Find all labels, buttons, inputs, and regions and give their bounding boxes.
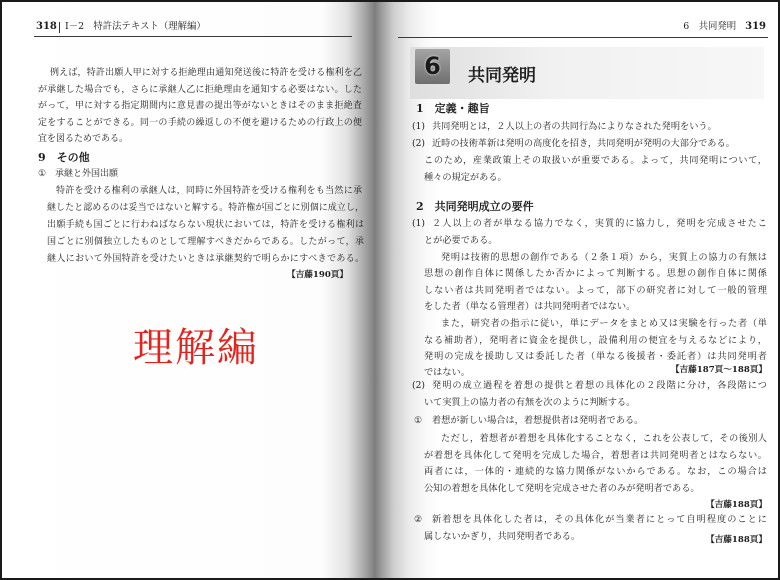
right-header-rule [398, 37, 768, 38]
item-title: 承継と外国出願 [55, 169, 119, 179]
item-marker: (2) [412, 138, 426, 149]
body-line: 種々の規定がある。 [424, 172, 507, 183]
body-line: 着想が新しい場合は，着想提供者は発明者である。 [432, 415, 644, 426]
body-line: なる補助者），発明者に資金を提供し，設備利用の便宜を与えるなどにより， [424, 335, 767, 346]
body-line: このため，産業政策上その取扱いが重要である。よって，共同発明について， [424, 155, 767, 166]
body-line: ではない。 [424, 367, 470, 378]
left-page-number: 318 [36, 21, 57, 32]
body-line: 公知の着想を具体化して発明を完成させた者のみが発明者である。 [424, 483, 700, 494]
citation-reference: 【吉藤187頁～188頁】 [670, 365, 767, 375]
subitem-marker: ① [414, 415, 423, 426]
section-heading: 9 その他 [38, 151, 90, 164]
body-line: いて実質上の協力者の有無を次のように判断する。 [424, 397, 636, 408]
body-line: 共同発明とは，２人以上の者の共同行為によりなされた発明をいう。 [432, 121, 717, 132]
right-running-head: 6 共同発明 [683, 21, 737, 32]
citation-reference: 【吉藤188頁】 [706, 535, 767, 545]
body-line: 発明の成立過程を着想の提供と着想の具体化の２段階に分け，各段階につ [432, 380, 767, 391]
chapter-number: 6 [415, 49, 450, 84]
body-line: とが必要である。 [424, 235, 498, 246]
item-marker: (1) [412, 121, 426, 132]
body-line: 継したと認めるのは妥当ではないと解する。特許権が国ごとに別個に成立し， [47, 203, 364, 213]
header-divider [59, 22, 60, 33]
body-line: 発明の完成を援助し又は委託した者（単なる後援者・委託者）は共同発明者 [424, 351, 767, 362]
body-line: 両者には，一体的・連続的な協力関係がないからである。なお，この場合は [424, 466, 767, 477]
body-line: 例えば，特許出願人甲に対する拒絶理由通知発送後に特許を受ける権利を乙 [50, 68, 362, 78]
body-line: がって，甲に対する指定期間内に意見書の提出等がないときはそのまま拒絶査 [38, 101, 362, 111]
body-line: 特許を受ける権利の承継人は，同時に外国特許を受ける権利をも当然に承 [56, 186, 362, 196]
item-marker: (2) [412, 380, 426, 391]
body-line: ２人以上の者が単なる協力でなく，実質的に協力し，発明を完成させたこ [432, 218, 767, 229]
body-line: 新着想を具体化した者は，その具体化が当業者にとって自明程度のことに [432, 514, 767, 525]
body-line: 近時の技術革新は発明の高度化を招き，共同発明が発明の大部分である。 [432, 138, 735, 149]
item-marker: (1) [412, 218, 426, 229]
right-page-number: 319 [745, 21, 766, 32]
citation-reference: 【吉藤190頁】 [287, 270, 348, 280]
chapter-title: 共同発明 [468, 66, 536, 86]
body-line: 定をすることができる。同一の手続の繰返しの不便を避けるための行政上の便 [38, 118, 362, 128]
section-heading: 2 共同発明成立の要件 [416, 200, 534, 213]
body-line: 継人において外国特許を受けたいときは承継契約で明らかにすべきである。 [47, 254, 364, 264]
subitem-marker: ② [414, 514, 423, 525]
chapter-banner [410, 47, 764, 99]
body-line: をした者（単なる管理者）は共同発明者ではない。 [424, 301, 636, 312]
body-line: ただし，着想者が着想を具体化することなく，これを公表して，その後別人 [441, 433, 767, 444]
citation-reference: 【吉藤188頁】 [706, 500, 767, 510]
body-line: 属しないかぎり，共同発明者である。 [424, 531, 581, 542]
body-line: 宜を図るためである。 [38, 134, 129, 144]
body-line: 国ごとに別個独立したものとして理解すべきだからである。したがって，承 [47, 237, 364, 247]
right-header [592, 19, 766, 35]
body-line: が着想を具体化して発明を完成した場合，着想者は共同発明者とはならない。 [424, 450, 767, 461]
left-header-rule [34, 36, 352, 37]
body-line: が承継した場合でも，さらに承継人乙に拒絶理由を通知する必要はない。した [38, 85, 362, 95]
body-line: 発明は技術的思想の創作である（２条１項）から，実質上の協力の有無は [441, 252, 767, 263]
body-line: 思想の創作自体に関係したか否かによって判断する。思想の創作自体に関係 [424, 268, 767, 279]
body-line: また，研究者の指示に従い，単にデータをまとめ又は実験を行った者（単 [441, 318, 767, 329]
body-line: 出願手続も国ごとに行わねばならない現状においては，特許を受ける権利は [47, 220, 364, 230]
item-marker: ① [38, 168, 47, 179]
left-running-head: Ⅰ－2 特許法テキスト（理解編） [65, 21, 206, 32]
section-heading: 1 定義・趣旨 [416, 102, 490, 115]
body-line: しない者は共同発明者ではない。よって，部下の研究者に対して一般的管理 [424, 285, 767, 296]
overlay-label: 理解編 [133, 325, 259, 371]
